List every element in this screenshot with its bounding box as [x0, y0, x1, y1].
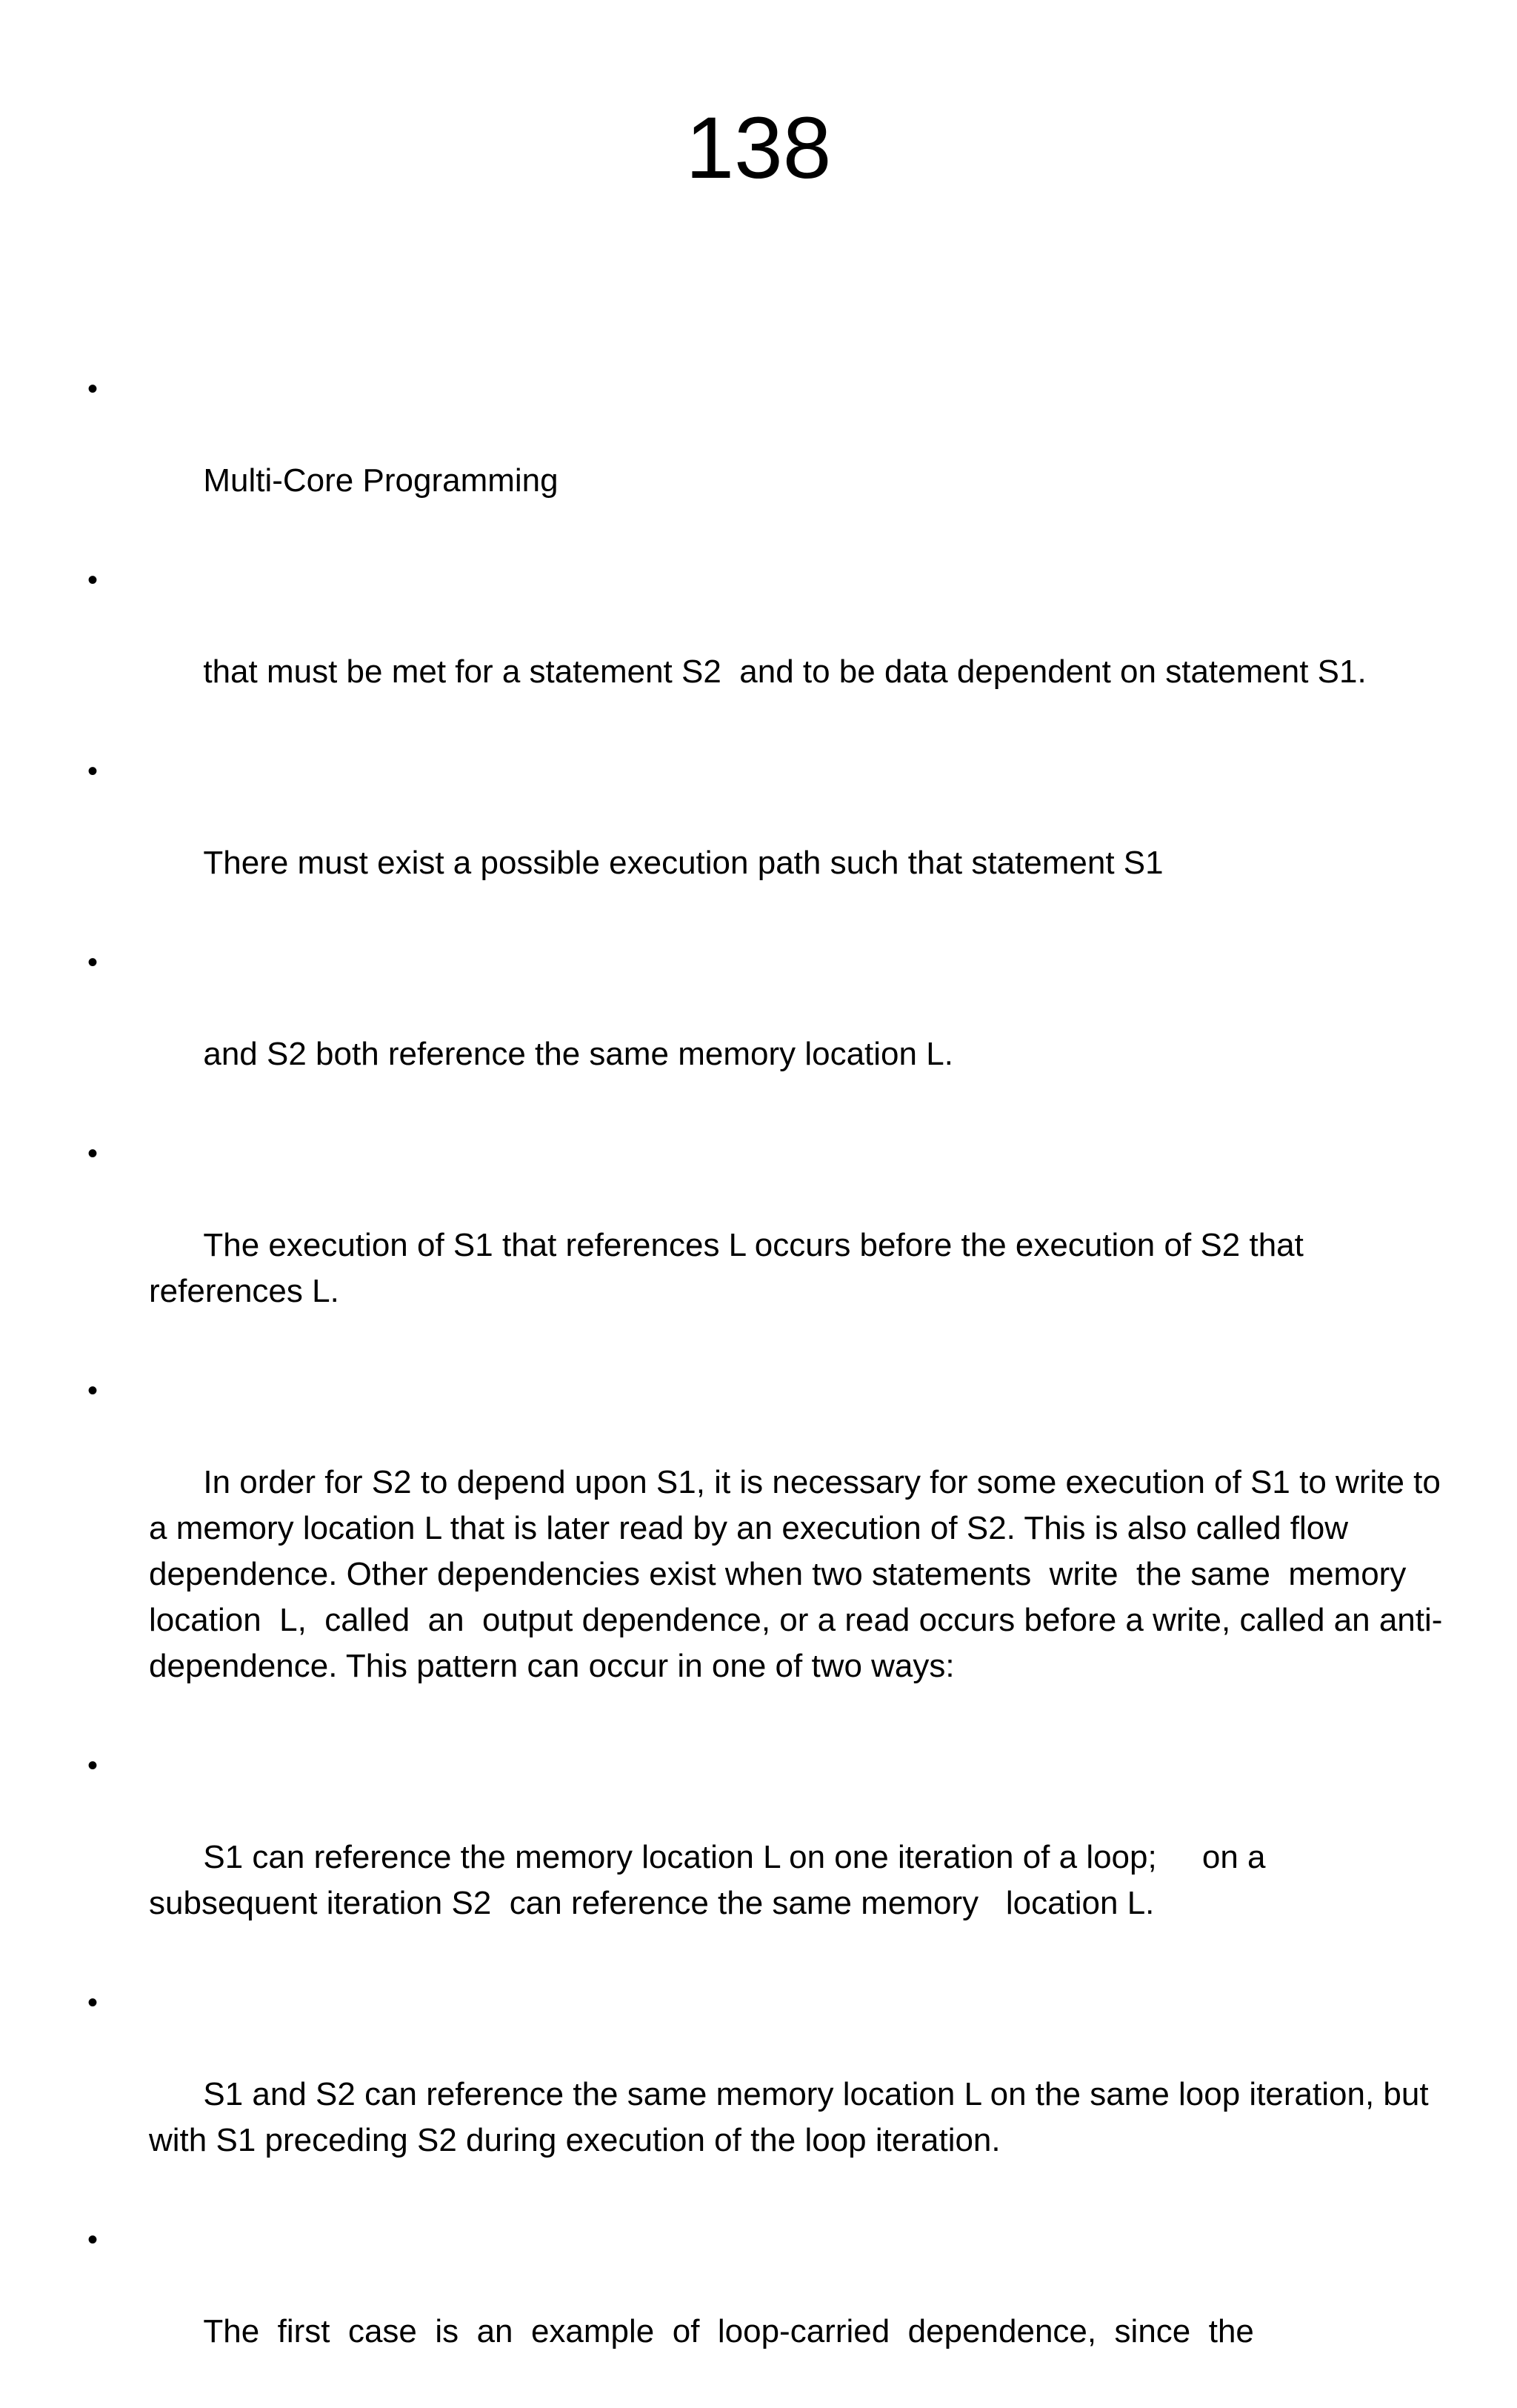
bullet-marker: • — [87, 1986, 99, 2019]
bullet-item — [87, 939, 1443, 1123]
bullet-item — [87, 2217, 1443, 2401]
bullet-item — [87, 1743, 1443, 1972]
bullet-text: S1 and S2 can reference the same memory location L on the same loop iteration, but with S1 preceding S2 during execution of the loop iteration. — [149, 2076, 1438, 2158]
bullet-text: and S2 both reference the same memory location L. — [203, 1036, 953, 1072]
bullet-marker: • — [87, 755, 99, 788]
bullet-text: that must be met for a statement S2 and to be data dependent on statement S1. — [203, 653, 1367, 690]
bullet-text: Multi-Core Programming — [203, 462, 559, 499]
bullet-text: There must exist a possible execution path such that statement S1 — [203, 845, 1164, 881]
bullet-item — [87, 557, 1443, 741]
bullet-text: The first case is an example of loop-carried dependence, since the — [203, 2313, 1254, 2349]
bullet-marker: • — [87, 946, 99, 979]
slide-title: 138 — [685, 99, 832, 197]
bullet-text: In order for S2 to depend upon S1, it is necessary for some execution of S1 to write to a memory location L that is later read by an execution of S2. This is also called flow dependence. Other dependencies exist when two statements write the same memory location L, called an output dependence, or a read occurs before a write, called an anti-dependence. This pattern can occur in one of two ways: — [149, 1464, 1450, 1684]
bullet-list — [87, 366, 1450, 2408]
bullet-marker: • — [87, 1749, 99, 1782]
bullet-marker: • — [87, 1374, 99, 1407]
bullet-marker: • — [87, 373, 99, 405]
bullet-item — [87, 1368, 1450, 1735]
bullet-marker: • — [87, 1137, 99, 1170]
bullet-item — [87, 748, 1443, 932]
bullet-text: S1 can reference the memory location L on one iteration of a loop; on a subsequent iteration S2 can reference the same memory location L. — [149, 1839, 1275, 1921]
bullet-item — [87, 1980, 1443, 2209]
bullet-marker: • — [87, 564, 99, 596]
bullet-marker: • — [87, 2224, 99, 2256]
bullet-item — [87, 366, 1443, 550]
bullet-item — [87, 1131, 1443, 1360]
bullet-text: The execution of S1 that references L occurs before the execution of S2 that references L. — [149, 1227, 1313, 1309]
